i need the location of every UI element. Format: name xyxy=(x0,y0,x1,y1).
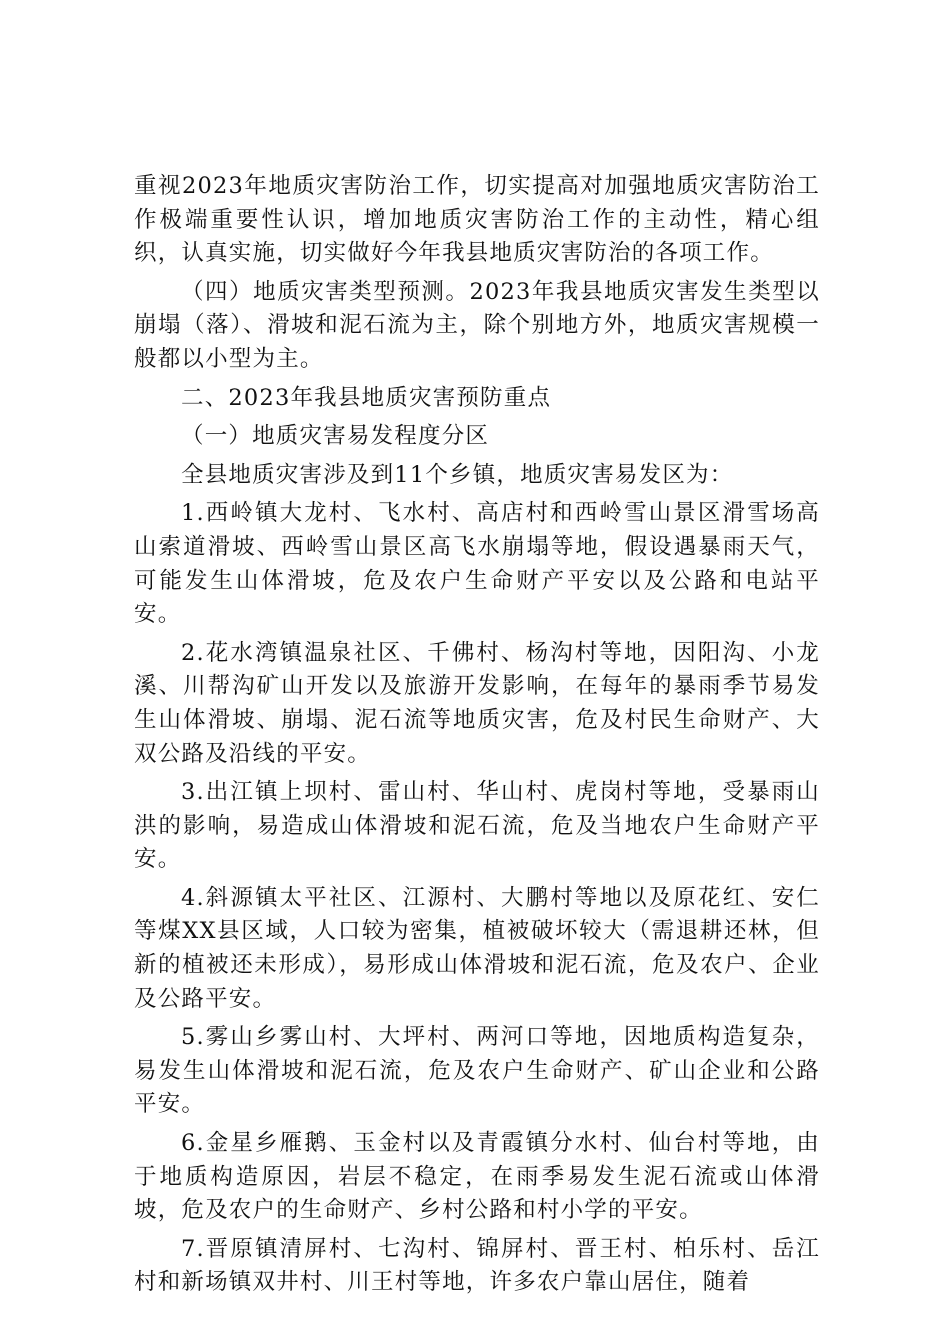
list-item-1: 1.西岭镇大龙村、飞水村、高店村和西岭雪山景区滑雪场高山索道滑坡、西岭雪山景区高飞水崩塌等地，假设遇暴雨天气，可能发生山体滑坡，危及农户生命财产平安以及公路和电站平安。 xyxy=(134,500,820,628)
list-item-3: 3.出江镇上坝村、雷山村、华山村、虎岗村等地，受暴雨山洪的影响，易造成山体滑坡和泥石流，危及当地农户生命财产平安。 xyxy=(134,779,820,873)
section-heading-prevention-focus: 二、2023年我县地质灾害预防重点 xyxy=(181,384,552,411)
subsection-heading-zoning: （一）地质灾害易发程度分区 xyxy=(181,423,490,450)
list-item-6: 6.金星乡雁鹅、玉金村以及青霞镇分水村、仙台村等地，由于地质构造原因，岩层不稳定，在雨季易发生泥石流或山体滑坡，危及农户的生命财产、乡村公路和村小学的平安。 xyxy=(134,1130,820,1224)
list-item-5: 5.雾山乡雾山村、大坪村、两河口等地，因地质构造复杂，易发生山体滑坡和泥石流，危及农户生命财产、矿山企业和公路平安。 xyxy=(134,1024,820,1118)
paragraph-intro-continued: 重视2023年地质灾害防治工作，切实提高对加强地质灾害防治工作极端重要性认识，增加地质灾害防治工作的主动性，精心组织，认真实施，切实做好今年我县地质灾害防治的各项工作。 xyxy=(134,173,820,267)
list-item-2: 2.花水湾镇温泉社区、千佛村、杨沟村等地，因阳沟、小龙溪、川帮沟矿山开发以及旅游开发影响，在每年的暴雨季节易发生山体滑坡、崩塌、泥石流等地质灾害，危及村民生命财产、大双公路及沿线的平安。 xyxy=(134,639,820,767)
paragraph-hazard-type-forecast: （四）地质灾害类型预测。2023年我县地质灾害发生类型以崩塌（落）、滑坡和泥石流为主，除个别地方外，地质灾害规模一般都以小型为主。 xyxy=(134,278,820,372)
paragraph-zoning-intro: 全县地质灾害涉及到11个乡镇，地质灾害易发区为： xyxy=(181,461,734,488)
list-item-7: 7.晋原镇清屏村、七沟村、锦屏村、晋王村、柏乐村、岳江村和新场镇双井村、川王村等地，许多农户靠山居住，随着 xyxy=(134,1235,820,1296)
list-item-4: 4.斜源镇太平社区、江源村、大鹏村等地以及原花红、安仁等煤XX县区域，人口较为密集，植被破坏较大（需退耕还林，但新的植被还未形成），易形成山体滑坡和泥石流，危及农户、企业及公路平安。 xyxy=(134,884,820,1012)
document-page xyxy=(134,170,820,1305)
